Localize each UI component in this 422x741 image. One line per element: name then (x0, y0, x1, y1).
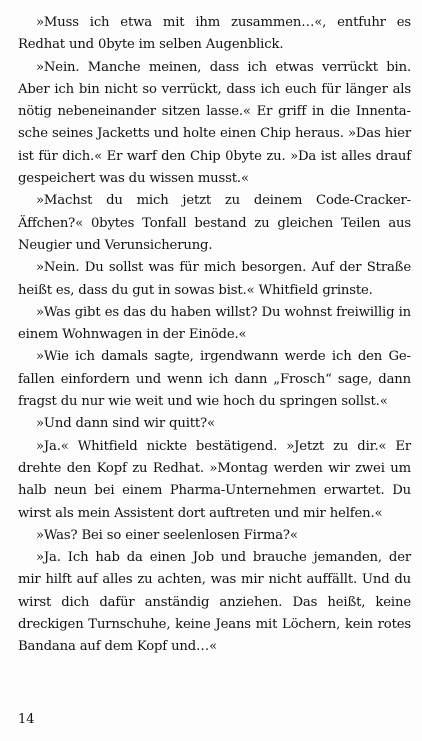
paragraph: »Was? Bei so einer seelenlosen Firma?« (36, 527, 298, 543)
paragraph: »Machst du mich jetzt zu deinem Code-Cracker-Äffchen?« 0bytes Tonfall bestand zu gleichen Teilen aus Neugier und Verunsicherung. (18, 193, 411, 253)
paragraph: »Wie ich damals sagte, irgendwann werde ich den Gefallen einfordern und wenn ich dann „Frosch“ sage, dann fragst du nur wie weit und wie hoch du springen sollst.« (18, 349, 411, 410)
paragraph: »Muss ich etwa mit ihm zusammen…«, entfuhr es Redhat und 0byte im selben Augenblick. (18, 15, 411, 53)
paragraph: »Was gibt es das du haben willst? Du wohnst freiwillig in einem Wohnwagen in der Einöde.« (18, 304, 411, 343)
paragraph: »Nein. Du sollst was für mich besorgen. Auf der Straße heißt es, dass du gut in sowas bist.« Whitfield grinste. (18, 260, 411, 298)
paragraph: »Ja. Ich hab da einen Job und brauche jemanden, der mir hilft auf alles zu achten, was mir nicht auffällt. Und du wirst dich dafür anständig anziehen. Das heißt, keine dreckigen Turnschuhe, keine Jeans mit Löchern, kein rotes Bandana auf dem Kopf und…« (18, 550, 411, 655)
paragraph: »Und dann sind wir quitt?« (36, 416, 215, 432)
page-number: 14 (18, 712, 35, 727)
paragraph: »Nein. Manche meinen, dass ich etwas verrückt bin. Aber ich bin nicht so verrückt, dass ich euch für länger als nötig nebeneinander sitzen lasse.« Er griff in die Innentasche seines Jacketts und holte einen Chip heraus. »Das hier ist für dich.« Er warf den Chip 0byte zu. »Da ist alles drauf gespeichert was du wissen musst.« (18, 59, 411, 187)
paragraph: »Ja.« Whitfield nickte bestätigend. »Jetzt zu dir.« Er drehte den Kopf zu Redhat. »Montag werden wir zwei um halb neun bei einem Pharma-Unternehmen erwartet. Du wirst als mein Assistent dort auftreten und mir helfen.« (18, 438, 411, 521)
body-text (18, 12, 411, 659)
